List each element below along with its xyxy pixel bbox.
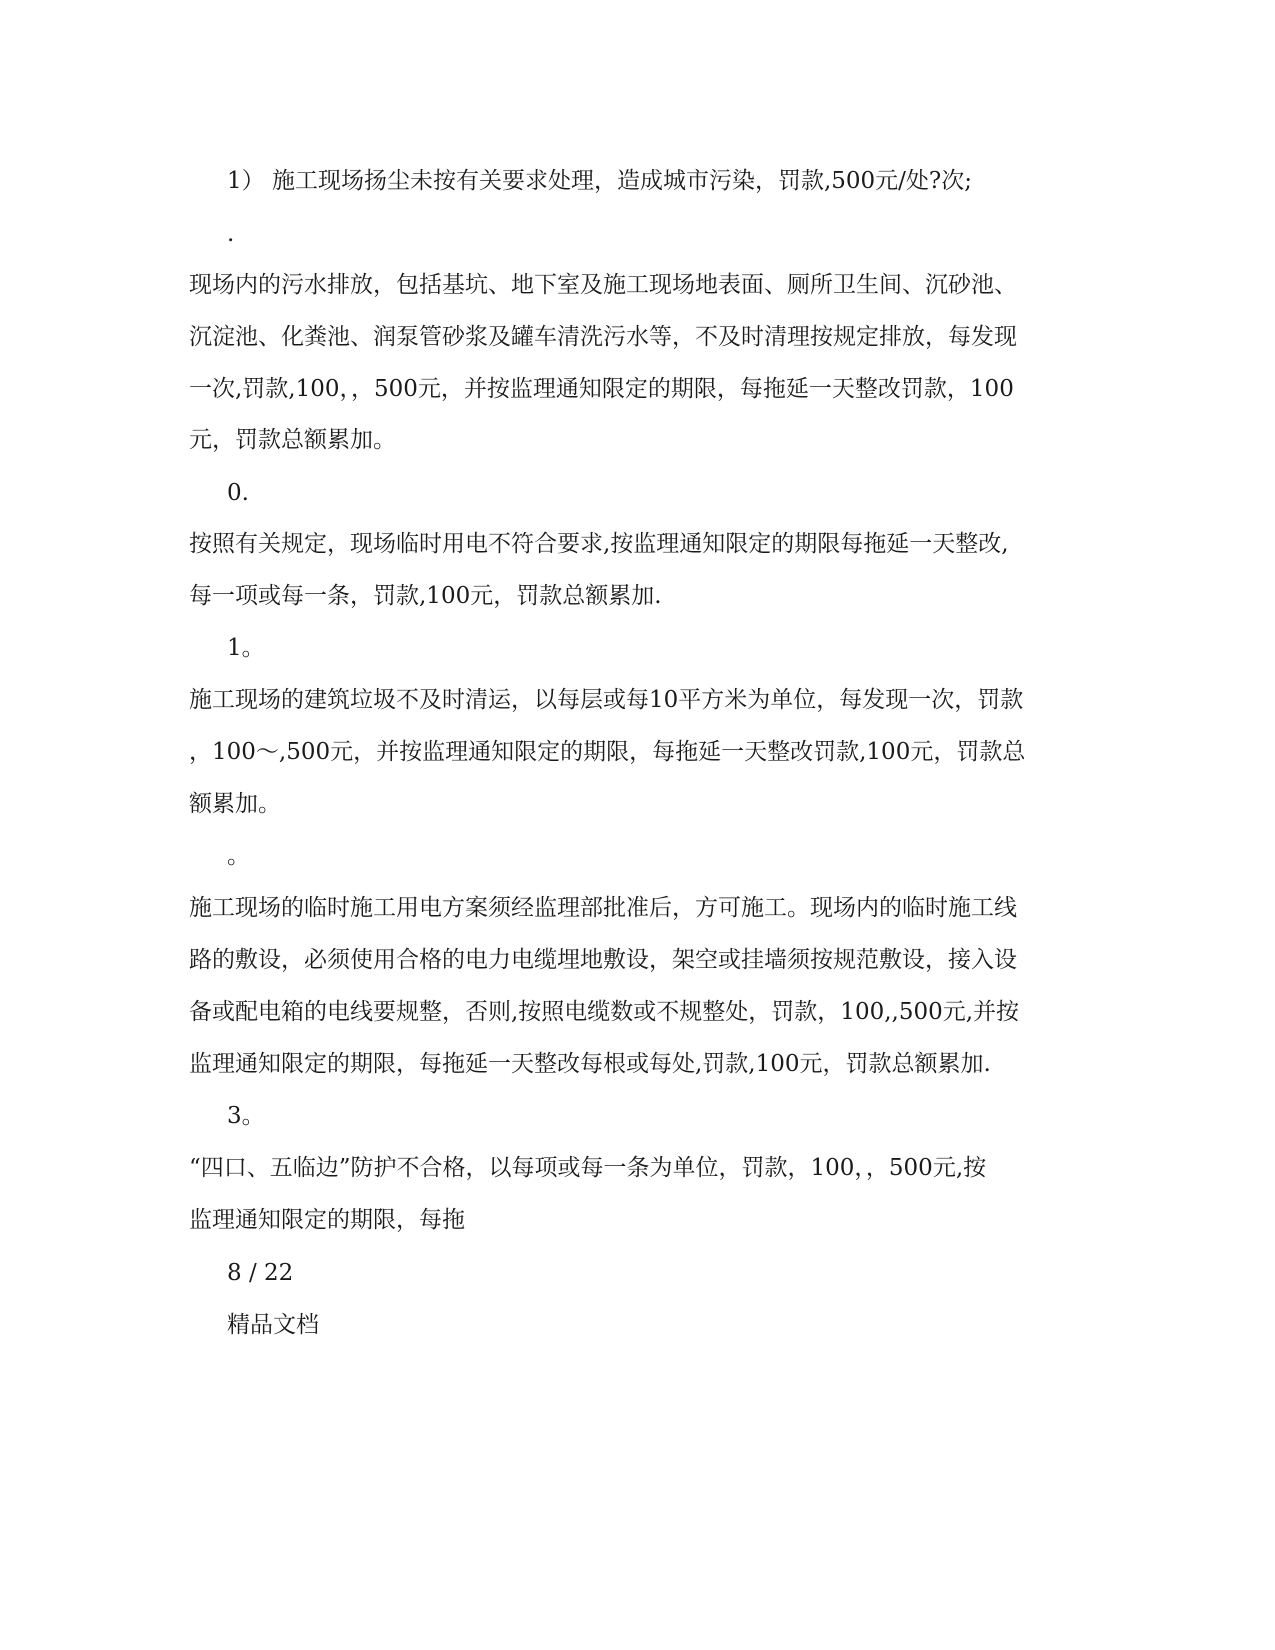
text-line: 一次,罚款,100，，500元，并按监理通知限定的期限，每拖延一天整改罚款，100 bbox=[189, 376, 1014, 402]
text-line: 监理通知限定的期限，每拖延一天整改每根或每处,罚款,100元，罚款总额累加. bbox=[189, 1051, 991, 1077]
text-line: ，100～,500元，并按监理通知限定的期限，每拖延一天整改罚款,100元，罚款总 bbox=[189, 739, 1026, 765]
text-line: 备或配电箱的电线要规整，否则,按照电缆数或不规整处，罚款，100,,500元,并按 bbox=[189, 999, 1020, 1025]
text-line: 。 bbox=[227, 843, 250, 869]
text-line: 现场内的污水排放，包括基坑、地下室及施工现场地表面、厕所卫生间、沉砂池、 bbox=[189, 272, 1017, 298]
text-line: 每一项或每一条，罚款,100元，罚款总额累加. bbox=[189, 583, 662, 609]
text-line: 0. bbox=[227, 480, 249, 506]
text-line: 按照有关规定，现场临时用电不符合要求,按监理通知限定的期限每拖延一天整改, bbox=[189, 531, 1009, 557]
text-line: “四口、五临边”防护不合格，以每项或每一条为单位，罚款，100，，500元,按 bbox=[189, 1155, 987, 1181]
text-line: 元，罚款总额累加。 bbox=[189, 427, 396, 453]
text-line: 路的敷设，必须使用合格的电力电缆埋地敷设，架空或挂墙须按规范敷设，接入设 bbox=[189, 947, 1017, 973]
page-footer: 精品文档 bbox=[227, 1312, 319, 1338]
text-line: 监理通知限定的期限，每拖 bbox=[189, 1207, 465, 1233]
text-line: 1。 bbox=[227, 635, 265, 661]
text-line: . bbox=[227, 221, 235, 247]
text-line: 3。 bbox=[227, 1103, 265, 1129]
text-line: 施工现场的临时施工用电方案须经监理部批准后，方可施工。现场内的临时施工线 bbox=[189, 895, 1017, 921]
text-line: 额累加。 bbox=[189, 791, 281, 817]
text-line: 1） 施工现场扬尘未按有关要求处理，造成城市污染，罚款,500元/处?次; bbox=[227, 168, 972, 194]
text-line: 施工现场的建筑垃圾不及时清运，以每层或每10平方米为单位，每发现一次，罚款 bbox=[189, 687, 1024, 713]
page-number: 8 / 22 bbox=[227, 1260, 294, 1286]
text-line: 沉淀池、化粪池、润泵管砂浆及罐车清洗污水等，不及时清理按规定排放，每发现 bbox=[189, 324, 1017, 350]
